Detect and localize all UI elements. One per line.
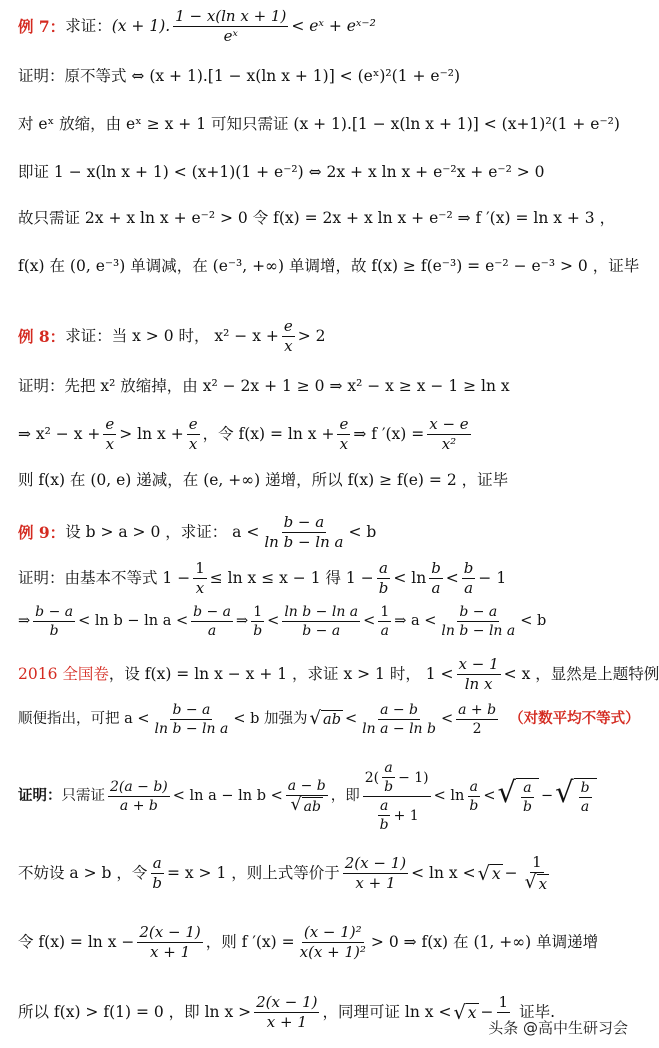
ex7-line-4 [18,164,634,182]
claim-prefix: 求证： [65,16,112,35]
proof-text: 证明：原不等式 ⇔ (x + 1).[1 − x(ln x + 1)] < (eˣ)²(1 + e⁻²) [18,67,461,85]
watermark [488,1017,628,1038]
ex9-label: 例 9： [18,522,66,542]
ex7-line-2 [18,68,634,86]
expr: < eˣ + eˣ⁻² [291,16,376,35]
compound-fraction: 2( $\frac{a}{b}$ − 1) $\frac{a}{b}$ + 1 [364,760,429,834]
ex9-line-1: 例 9： 设 b > a > 0 ，求证： a < $\frac{b - a}{\text{ln b − ln a}}$ < b [18,513,377,552]
expr: (x + 1). [111,16,171,35]
final-line: 所以 f(x) > f(1) = 0 ，即 ln x > $\frac{2(x - 1)}{x + 1}$ ，同理可证 ln x < √ x − 1 证毕. [18,993,556,1032]
fraction: $\frac{e}{x}$ [283,317,293,356]
ex9-line-2: 证明：由基本不等式 1 − $\frac{1}{x}$ ≤ ln x ≤ x − 1 得 1 − $\frac{a}{b}$ < ln $\frac{b}{a}$ < $\frac{b}{a}$ − 1 [18,559,507,598]
remark-line: 顺便指出，可把 a < $\frac{b - a}{\text{ln b − ln a}}$ < b 加强为 √ ab < $\frac{a - b}{\text{ln a − ln b}}$ < $\frac{a + b}{2}$ （对数平均不等式） [18,702,640,738]
proof2-line: 证明： 只需证 $\frac{2(a - b)}{a + b}$ < ln a − ln b < a − b √ ab ，即 2( $\frac{a}{b}$ − 1) $\frac{a}{b}$ + 1 < ln $\frac{a}{b}$ < √ $\frac{a}{b}$ − √ $\frac{b}{a}$ [18,760,634,833]
exam-2016-label: 2016 全国卷 [18,664,109,683]
ex8-line-3: ⇒ x² − x + $\frac{e}{x}$ > ln x + $\frac{e}{x}$ ，令 f(x) = ln x + $\frac{e}{x}$ ⇒ f ′(x) = $\frac{x - e}{\text{x²}}$ [18,415,469,454]
fraction: $\frac{\text{1 − x(ln x + 1)}}{\text{eˣ}}$ [175,7,287,46]
ex9-line-3: ⇒ $\frac{b - a}{b}$ < ln b − ln a < $\frac{b - a}{a}$ ⇒ $\frac{1}{b}$ < $\frac{\text{ln b − ln a}}{b - a}$ < $\frac{1}{a}$ ⇒ a < $\frac{b - a}{\text{ln b − ln a}}$ < b [18,604,547,640]
ex7-line-3 [18,116,634,134]
exam-2016-line: 2016 全国卷 ，设 f(x) = ln x − x + 1 ，求证 x > 1 时， 1 < $\frac{x - 1}{\text{ln x}}$ < x ，显然是上题特例 [18,655,659,694]
proof-text: 故只需证 2x + x ln x + e⁻² > 0 令 f(x) = 2x + x ln x + e⁻² ⇒ f ′(x) = ln x + 3 ， [18,209,616,227]
substitution-line: 不妨设 a > b ，令 $\frac{a}{b}$ = x > 1 ，则上式等价于 $\frac{2(x - 1)}{x + 1}$ < ln x < √ x − 1 √ x [18,853,548,894]
proof-text: 即证 1 − x(ln x + 1) < (x+1)(1 + e⁻²) ⇔ 2x + x ln x + e⁻²x + e⁻² > 0 [18,163,545,181]
ex7-line-1 [18,8,634,46]
ex7-label: 例 7： [18,16,66,36]
ex7-line-6 [18,257,640,276]
proof-text: 对 eˣ 放缩，由 eˣ ≥ x + 1 可知只需证 (x + 1).[1 − x(ln x + 1)] < (x+1)²(1 + e⁻²) [18,115,620,133]
derivative-line: 令 f(x) = ln x − $\frac{2(x - 1)}{x + 1}$ ，则 f ′(x) = $\frac{\text{(x − 1)²}}{\text{x(x + 1)²}}$ > 0 ⇒ f(x) 在 (1, +∞) 单调递增 [18,923,599,962]
proof-text: f(x) 在 (0, e⁻³) 单调减，在 (e⁻³, +∞) 单调增，故 f(x) ≥ f(e⁻³) = e⁻² − e⁻³ > 0 ，证毕 [18,257,640,275]
ex8-line-2: 证明：先把 x² 放缩掉，由 x² − 2x + 1 ≥ 0 ⇒ x² − x ≥ x − 1 ≥ ln x [18,377,510,395]
ex8-line-1: 例 8： 求证：当 x > 0 时， x² − x + $\frac{e}{x}$ > 2 [18,317,326,356]
watermark-text: 头条 @高中生研习会 [488,1019,628,1037]
log-mean-tag: （对数平均不等式） [509,710,640,728]
ex7-line-5 [18,210,634,228]
ex8-line-4: 则 f(x) 在 (0, e) 递减，在 (e, +∞) 递增，所以 f(x) ≥ f(e) = 2 ，证毕 [18,471,509,489]
ex8-label: 例 8： [18,326,66,346]
